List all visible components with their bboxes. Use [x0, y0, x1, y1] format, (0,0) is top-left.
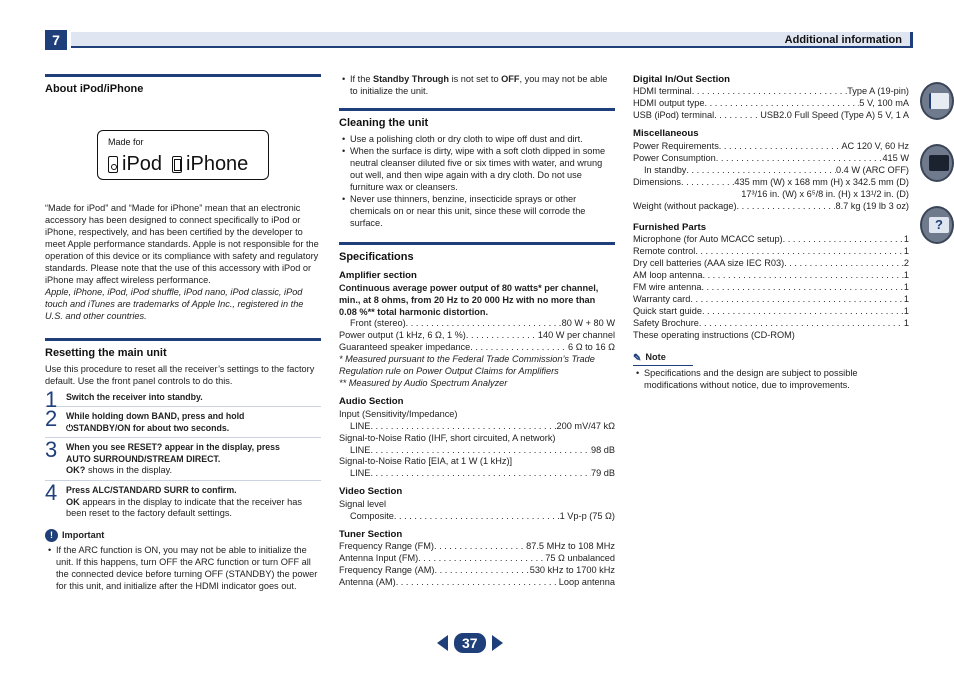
spec-line: Dry cell batteries (AAA size IEC R03) . . . 2 — [633, 258, 909, 270]
step-number: 1 — [45, 387, 58, 413]
step-number: 3 — [45, 437, 58, 463]
cleaning-bullet: • Never use thinners, benzine, insecticide sprays or other chemicals on or near this unit, since these will corrode the surface. — [339, 194, 615, 230]
about-ipod-heading: About iPod/iPhone — [45, 74, 321, 96]
amplifier-footnote: ** Measured by Audio Spectrum Analyzer — [339, 378, 508, 389]
spec-line: HDMI output type . . . 5 V, 100 mA — [633, 98, 909, 110]
spec-line: LINE . . . 79 dB — [339, 468, 615, 480]
step-number: 4 — [45, 480, 58, 506]
spec-line: AM loop antenna . . . 1 — [633, 270, 909, 282]
spec-line: Antenna (AM) . . . Loop antenna — [339, 577, 615, 589]
step-number: 2 — [45, 406, 58, 432]
note-label: Note — [645, 352, 666, 363]
spec-label: Input (Sensitivity/Impedance) — [339, 408, 458, 419]
spec-line: USB (iPod) terminal . . . USB2.0 Full Speed (Type A) 5 V, 1 A — [633, 110, 909, 122]
spec-line: Frequency Range (AM) . . . 530 kHz to 1700 kHz — [339, 565, 615, 577]
spec-line: FM wire antenna . . . 1 — [633, 282, 909, 294]
amplifier-footnote: * Measured pursuant to the Federal Trade Commission’s Trade Regulation rule on Power Output Claims for Amplifiers — [339, 354, 595, 377]
spec-line: Power output (1 kHz, 6 Ω, 1 %) . . . 140 W per channel — [339, 330, 615, 342]
step-text: Switch the receiver into standby. — [66, 392, 203, 403]
step-text-line2: AUTO SURROUND/STREAM DIRECT. — [66, 453, 221, 464]
digital-heading: Digital In/Out Section — [633, 74, 731, 85]
logo-iphone-text: iPhone — [186, 153, 249, 176]
note-heading — [633, 352, 909, 365]
step-2 — [45, 406, 321, 438]
spec-line: Warranty card . . . 1 — [633, 294, 909, 306]
spec-line: Weight (without package) . . . 8.7 kg (19 lb 3 oz) — [633, 201, 909, 213]
tuner-heading: Tuner Section — [339, 528, 403, 540]
important-label: Important — [62, 529, 105, 540]
furnished-tail: These operating instructions (CD-ROM) — [633, 329, 795, 340]
amplifier-statement: Continuous average power output of 80 watts* per channel, min., at 8 ohms, from 20 Hz to 20 000 Hz with no more than 0.08 %** total harmonic distortion. — [339, 282, 599, 317]
spec-label: Signal-to-Noise Ratio [EIA, at 1 W (1 kHz)] — [339, 456, 513, 467]
furnished-heading: Furnished Parts — [633, 221, 707, 233]
spec-line: Front (stereo) . . . 80 W + 80 W — [339, 318, 615, 330]
logo-ipod-text: iPod — [122, 153, 163, 176]
step-text-line2: ⏻STANDBY/ON for about two seconds. — [66, 422, 230, 433]
column-left — [45, 74, 321, 593]
cleaning-bullet: • Use a polishing cloth or dry cloth to wipe off dust and dirt. — [339, 134, 615, 146]
step-body: OK appears in the display to indicate that the receiver has been reset to the factory default settings. — [66, 496, 302, 519]
step-text: While holding down BAND, press and hold — [66, 411, 245, 422]
cleaning-bullet: • When the surface is dirty, wipe with a soft cloth dipped in some neutral cleanser diluted five or six times with water, and wrung out well, and then wipe again with a dry cloth. Do not use furniture wax or cleansers. — [339, 146, 615, 194]
video-heading: Video Section — [339, 486, 403, 498]
reset-intro: Use this procedure to reset all the receiver’s settings to the factory default. Use the front panel controls to do this. — [45, 364, 315, 387]
step-3 — [45, 437, 321, 481]
spec-line: LINE . . . 98 dB — [339, 445, 615, 457]
spec-line: In standby . . . 0.4 W (ARC OFF) — [633, 165, 909, 177]
spec-label: Signal level — [339, 498, 386, 509]
spec-line: Dimensions . . . 435 mm (W) x 168 mm (H) x 342.5 mm (D) — [633, 177, 909, 189]
chapter-number: 7 — [45, 30, 67, 50]
iphone-icon — [172, 156, 182, 173]
audio-heading: Audio Section — [339, 396, 404, 408]
spec-line: Quick start guide . . . 1 — [633, 306, 909, 318]
step-body: OK? shows in the display. — [66, 465, 173, 476]
spec-line: Power Requirements . . . AC 120 V, 60 Hz — [633, 141, 909, 153]
receiver-icon[interactable] — [920, 144, 954, 182]
book-icon[interactable] — [920, 82, 954, 120]
spec-line: Remote control . . . 1 — [633, 246, 909, 258]
column-right — [633, 74, 909, 391]
spec-line: Microphone (for Auto MCACC setup) . . . 1 — [633, 234, 909, 246]
pager — [437, 633, 503, 653]
spec-line: Guaranteed speaker impedance . . . 6 Ω to 16 Ω — [339, 342, 615, 354]
spec-line: Safety Brochure . . . 1 — [633, 318, 909, 330]
step-text: Press ALC/STANDARD SURR to confirm. — [66, 485, 237, 496]
page-number: 37 — [454, 633, 486, 653]
spec-line: HDMI terminal . . . Type A (19-pin) — [633, 86, 909, 98]
help-icon[interactable]: ? — [920, 206, 954, 244]
spec-line: Power Consumption . . . 415 W — [633, 153, 909, 165]
amplifier-heading: Amplifier section — [339, 270, 417, 282]
important-heading — [45, 529, 321, 542]
dimensions-imperial: 17³/16 in. (W) x 6⁵/8 in. (H) x 13¹/2 in. (D) — [741, 188, 909, 199]
ipod-icon — [108, 156, 118, 173]
spec-line: Frequency Range (FM) . . . 87.5 MHz to 108 MHz — [339, 541, 615, 553]
spec-line: Composite . . . 1 Vp-p (75 Ω) — [339, 511, 615, 523]
standby-through-note: • If the Standby Through is not set to OFF, you may not be able to initialize the unit. — [339, 74, 615, 98]
header-bar — [71, 32, 913, 48]
spec-line: LINE . . . 200 mV/47 kΩ — [339, 421, 615, 433]
nav-right-arrow-icon[interactable] — [492, 635, 503, 651]
reset-heading: Resetting the main unit — [45, 338, 321, 360]
note-underline — [633, 365, 693, 366]
note-text: • Specifications and the design are subject to possible modifications without notice, due to improvements. — [633, 368, 909, 392]
specifications-heading: Specifications — [339, 242, 615, 264]
about-text: “Made for iPod” and “Made for iPhone” mean that an electronic accessory has been designed to connect specifically to iPod or iPhone, respectively, and has been certified by the developer to meet Apple performance standards. Apple is not responsible for the operation of this device or its compliance with safety and regulatory standards. Please note that the use of this accessory with iPod or iPhone may affect wireless performance. — [45, 203, 319, 286]
important-icon: ! — [45, 529, 58, 542]
column-middle — [339, 74, 615, 589]
note-icon: ✎ — [633, 352, 642, 364]
made-for-ipod-iphone-logo — [97, 130, 269, 180]
misc-heading: Miscellaneous — [633, 128, 699, 140]
step-4 — [45, 480, 321, 523]
step-1 — [45, 387, 321, 413]
nav-left-arrow-icon[interactable] — [437, 635, 448, 651]
logo-made-for-text: Made for — [108, 137, 144, 148]
spec-line: Antenna Input (FM) . . . 75 Ω unbalanced — [339, 553, 615, 565]
section-title: Additional information — [784, 34, 902, 46]
cleaning-heading: Cleaning the unit — [339, 108, 615, 130]
important-text: • If the ARC function is ON, you may not be able to initialize the unit. If this happens, turn OFF the ARC function or turn OFF all the connected device before turning OFF (STANDBY) the power for this unit, and initialize after the HDMI indicator goes out. — [45, 545, 321, 593]
step-text: When you see RESET? appear in the display, press — [66, 442, 280, 453]
trademark-text: Apple, iPhone, iPod, iPod shuffle, iPod nano, iPod classic, iPod touch and iTunes are trademarks of Apple Inc., registered in the U.S. and other countries. — [45, 286, 304, 321]
spec-label: Signal-to-Noise Ratio (IHF, short circuited, A network) — [339, 432, 556, 443]
logo-row — [108, 151, 248, 177]
